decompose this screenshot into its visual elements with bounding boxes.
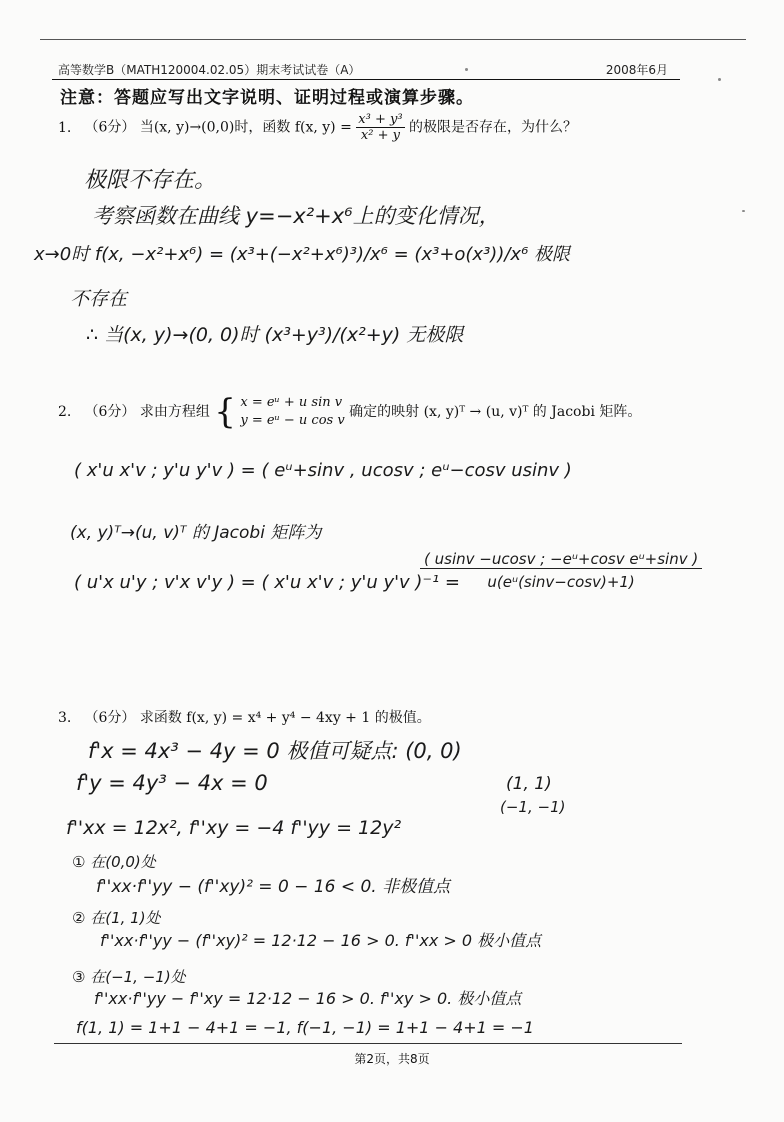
answer-3-line-1: f'x = 4x³ − 4y = 0 极值可疑点: (0, 0) <box>88 739 462 763</box>
question-2-equation-system <box>240 394 344 430</box>
answer-2-line-3: ( u'x u'y ; v'x v'y ) = ( x'u x'v ; y'u y'v )⁻¹ = <box>74 572 460 593</box>
answer-3-case-1: ① 在(0,0)处 <box>72 853 156 871</box>
header-date: 2008年6月 <box>605 63 668 77</box>
answer-1-line-5: ∴ 当(x, y)→(0, 0)时 (x³+y³)/(x²+y) 无极限 <box>86 324 464 346</box>
answer-3-case-2-detail: f''xx·f''yy − (f''xy)² = 12·12 − 16 > 0. f''xx > 0 极小值点 <box>100 931 542 950</box>
question-3 <box>58 707 431 727</box>
answer-3-line-2: f'y = 4y³ − 4x = 0 <box>76 771 268 795</box>
answer-3-case-3-detail: f''xx·f''yy − f''xy = 12·12 − 16 > 0. f''xy > 0. 极小值点 <box>94 989 522 1008</box>
question-3-text: 求函数 f(x, y) = x⁴ + y⁴ − 4xy + 1 的极值。 <box>139 710 431 726</box>
answer-1-line-2: 考察函数在曲线 y=−x²+x⁶上的变化情况， <box>92 204 500 228</box>
answer-1-line-3: x→0时 f(x, −x²+x⁶) = (x³+(−x²+x⁶)³)/x⁶ = (x³+o(x³))/x⁶ 极限 <box>34 244 571 265</box>
answer-2-line-2: (x, y)ᵀ→(u, v)ᵀ 的 Jacobi 矩阵为 <box>70 523 322 543</box>
question-2-text-b: 确定的映射 (x, y)ᵀ → (u, v)ᵀ 的 Jacobi 矩阵。 <box>349 404 642 420</box>
question-2-points: （6分） <box>84 404 136 420</box>
question-2-number: 2. <box>58 404 72 420</box>
header-course-title: 高等数学B（MATH120004.02.05）期末考试试卷（A） <box>58 63 361 77</box>
instructions-notice: 注意：答题应写出文字说明、证明过程或演算步骤。 <box>60 88 474 108</box>
answer-2-line-1: ( x'u x'v ; y'u y'v ) = ( eᵘ+sinv , ucosv ; eᵘ−cosv usinv ) <box>74 460 572 481</box>
question-1-fraction-numerator: x³ + y³ <box>358 112 403 127</box>
answer-1-line-4: 不存在 <box>70 288 128 310</box>
system-brace-icon: { <box>214 392 236 432</box>
answer-3-case-3: ③ 在(−1, −1)处 <box>72 968 186 986</box>
question-2-equation-1: x = eᵘ + u sin v <box>240 395 343 410</box>
answer-3-line-3: f''xx = 12x², f''xy = −4 f''yy = 12y² <box>66 817 402 839</box>
header-rule <box>52 79 680 80</box>
answer-3-case-1-detail: f''xx·f''yy − (f''xy)² = 0 − 16 < 0. 非极值点 <box>96 877 451 897</box>
question-1-points: （6分） <box>84 119 136 136</box>
answer-3-critical-point-2: (1, 1) <box>506 774 552 794</box>
page-footer: 第2页，共8页 <box>354 1052 430 1066</box>
answer-3-final-values: f(1, 1) = 1+1 − 4+1 = −1, f(−1, −1) = 1+1 − 4+1 = −1 <box>76 1018 534 1037</box>
top-edge-rule <box>40 39 746 40</box>
answer-2-fraction <box>420 550 702 591</box>
question-1 <box>58 112 577 143</box>
question-2 <box>58 392 641 432</box>
footer-rule <box>54 1043 682 1044</box>
question-1-fraction-denominator: x² + y <box>360 128 400 143</box>
question-1-number: 1. <box>58 119 72 136</box>
question-2-equation-2: y = eᵘ − u cos v <box>240 413 345 428</box>
answer-3-critical-point-3: (−1, −1) <box>500 798 566 816</box>
answer-2-fraction-numerator: ( usinv −ucosv ; −eᵘ+cosv eᵘ+sinv ) <box>420 550 702 569</box>
scan-speck <box>718 78 721 81</box>
answer-2-fraction-denominator: u(eᵘ(sinv−cosv)+1) <box>487 573 635 591</box>
scan-speck <box>465 68 468 71</box>
question-3-points: （6分） <box>84 710 136 726</box>
question-1-text-b: 的极限是否存在，为什么？ <box>409 119 577 136</box>
question-1-text-a: 当(x, y)→(0,0)时，函数 f(x, y) = <box>139 119 352 136</box>
answer-3-case-2: ② 在(1, 1)处 <box>72 909 161 927</box>
answer-1-line-1: 极限不存在。 <box>84 168 217 193</box>
question-2-text-a: 求由方程组 <box>139 404 210 420</box>
scan-speck <box>742 210 745 212</box>
question-3-number: 3. <box>58 710 72 726</box>
question-1-fraction <box>356 112 404 143</box>
